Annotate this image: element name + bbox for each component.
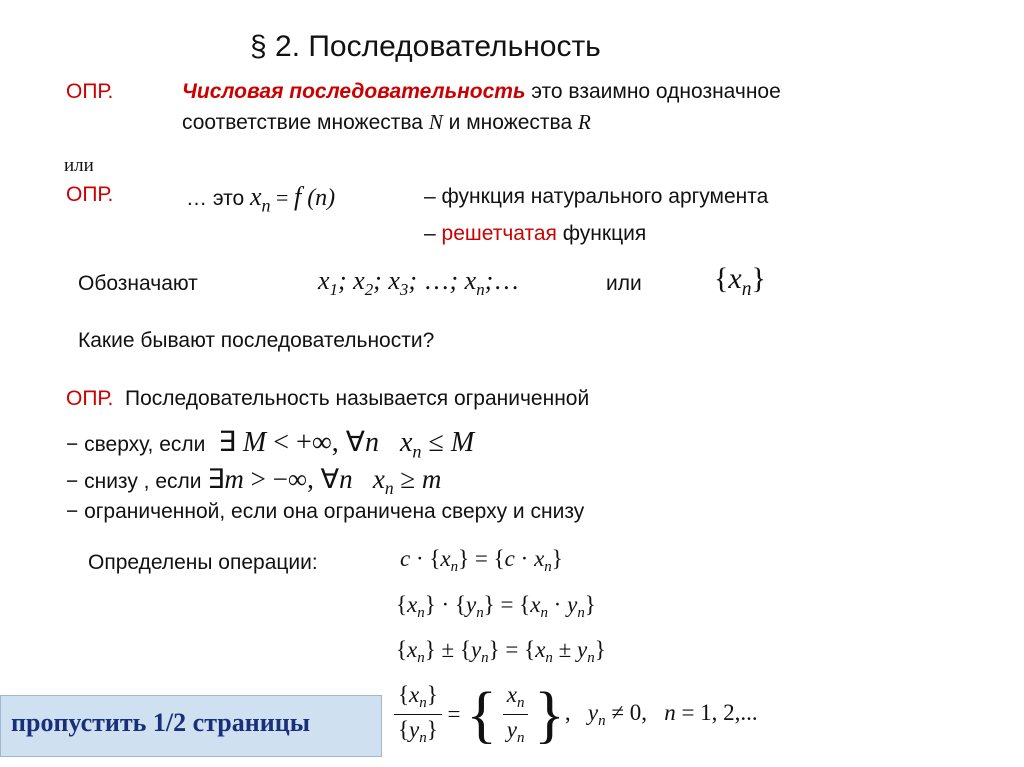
def2-func: функция	[556, 222, 647, 245]
set-r: R	[578, 110, 591, 134]
def1-mid: и множества	[442, 111, 578, 134]
formula-arg: (n)	[301, 185, 336, 211]
page-title: § 2. Последовательность	[250, 30, 601, 63]
formula-n: n	[261, 195, 271, 216]
def1-rest2: соответствие множества	[182, 111, 429, 134]
bounded-below-label: − снизу , если	[66, 470, 202, 493]
bounded-above: − сверху, если ∃ M < +∞, ∀n $x_n \le M$	[66, 427, 475, 462]
def3-line	[66, 387, 589, 411]
formula-x: x	[249, 182, 262, 211]
or-word: или	[64, 155, 94, 176]
quotient-lhs: $\frac{\{x_n\}}{\{y_n\}}$	[394, 682, 442, 747]
def1-line2	[182, 110, 591, 135]
quotient-rhs: $\frac{x_n}{y_n}$	[503, 682, 529, 747]
def1-rest1: это взаимно однозначное	[525, 80, 781, 103]
notation-braces: $\{x_n\}$	[714, 262, 766, 300]
notation-or: или	[606, 272, 642, 295]
op-quotient: $\frac{\{x_n\}}{\{y_n\}}$ = { $\frac{x_n}{y_n}$ }, $y_n \ne 0$, n = 1, 2,...	[394, 682, 758, 762]
def2-formula	[186, 182, 335, 216]
def2-lead: … это	[186, 187, 250, 210]
question: Какие бывают последовательности?	[78, 329, 435, 352]
def3-text: Последовательность называется ограниченной	[124, 387, 590, 410]
operations-label: Определены операции:	[88, 551, 318, 574]
formula-eq: =	[270, 185, 294, 210]
def2-desc2	[424, 222, 646, 246]
set-n: N	[428, 110, 443, 134]
skip-half-page-label: пропустить 1/2 страницы	[11, 708, 310, 737]
op-product: $\{x_n\} \cdot \{y_n\} = \{x_n \cdot y_n\}$	[396, 592, 596, 622]
formula-f: f	[293, 182, 302, 211]
def2-label: ОПР.	[66, 183, 114, 206]
bounded-both: − ограниченной, если она ограничена сверху и снизу	[66, 500, 585, 523]
def1-term: Числовая последовательность	[182, 80, 526, 103]
notation-label: Обозначают	[78, 272, 198, 295]
def1-label: ОПР.	[66, 80, 114, 103]
bounded-below: − снизу , если ∃m > −∞, ∀n $x_n \ge m$	[66, 464, 442, 499]
bounded-above-label: − сверху, если	[66, 433, 206, 456]
def1-line1	[182, 80, 781, 104]
notation-sequence: $x_1$; $x_2$; $x_3$; …; $x_n;\dots$	[318, 266, 520, 299]
def2-dash: –	[424, 222, 442, 245]
op-scalar: $c \cdot \{x_n\} = \{c \cdot x_n\}$	[400, 546, 563, 576]
skip-half-page-button[interactable]	[0, 695, 382, 757]
op-sum: $\{x_n\} \pm \{y_n\} = \{x_n \pm y_n\}$	[396, 637, 606, 667]
def2-desc1: – функция натурального аргумента	[424, 185, 769, 208]
def3-label: ОПР.	[66, 387, 114, 410]
lattice-word: решетчатая	[441, 222, 557, 245]
